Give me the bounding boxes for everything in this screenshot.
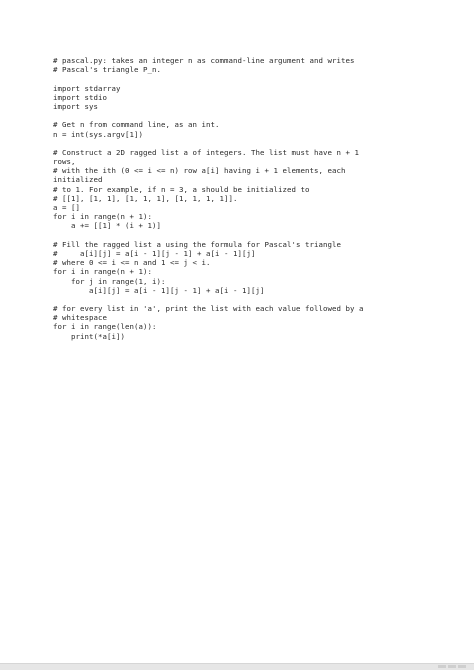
code-line: # Get n from command line, as an int.	[53, 120, 220, 130]
code-listing	[53, 56, 413, 341]
code-line: a += [[1] * (i + 1)]	[53, 221, 161, 231]
page-indicator-segment	[458, 665, 466, 668]
code-line	[53, 295, 413, 304]
code-line: # Fill the ragged list a using the formula for Pascal's triangle	[53, 239, 341, 249]
code-line: for j in range(1, i):	[53, 276, 166, 286]
code-line: # for every list in 'a', print the list with each value followed by a	[53, 304, 364, 314]
code-line	[53, 139, 413, 148]
code-line: n = int(sys.argv[1])	[53, 129, 143, 139]
code-line: # with the ith (0 <= i <= n) row a[i] having i + 1 elements, each	[53, 166, 346, 176]
page-footer-bar	[0, 663, 474, 670]
code-line: initialized	[53, 175, 103, 185]
code-line: for i in range(len(a)):	[53, 322, 157, 332]
code-line: print(*a[i])	[53, 331, 125, 341]
code-line	[53, 231, 413, 240]
code-line: a[i][j] = a[i - 1][j - 1] + a[i - 1][j]	[53, 285, 265, 295]
code-line: import stdarray	[53, 83, 121, 93]
code-line: for i in range(n + 1):	[53, 267, 152, 277]
page-indicator-segment	[438, 665, 446, 668]
code-line: rows,	[53, 157, 76, 167]
code-line: import sys	[53, 101, 98, 111]
code-line: import stdio	[53, 92, 107, 102]
code-line: # Pascal's triangle P_n.	[53, 65, 161, 75]
code-line: # to 1. For example, if n = 3, a should be initialized to	[53, 184, 310, 194]
code-line: # whitespace	[53, 313, 107, 323]
code-line: for i in range(n + 1):	[53, 212, 152, 222]
page-indicator	[438, 665, 466, 669]
code-line: a = []	[53, 203, 80, 212]
code-line	[53, 111, 413, 120]
code-line: # [[1], [1, 1], [1, 1, 1], [1, 1, 1, 1]].	[53, 193, 238, 203]
code-line	[53, 74, 413, 83]
page-indicator-segment	[448, 665, 456, 668]
code-line: # Construct a 2D ragged list a of integers. The list must have n + 1	[53, 147, 359, 157]
code-line: # pascal.py: takes an integer n as command-line argument and writes	[53, 56, 355, 65]
code-line: # where 0 <= i <= n and 1 <= j < i.	[53, 258, 211, 268]
code-line: # a[i][j] = a[i - 1][j - 1] + a[i - 1][j]	[53, 248, 256, 258]
